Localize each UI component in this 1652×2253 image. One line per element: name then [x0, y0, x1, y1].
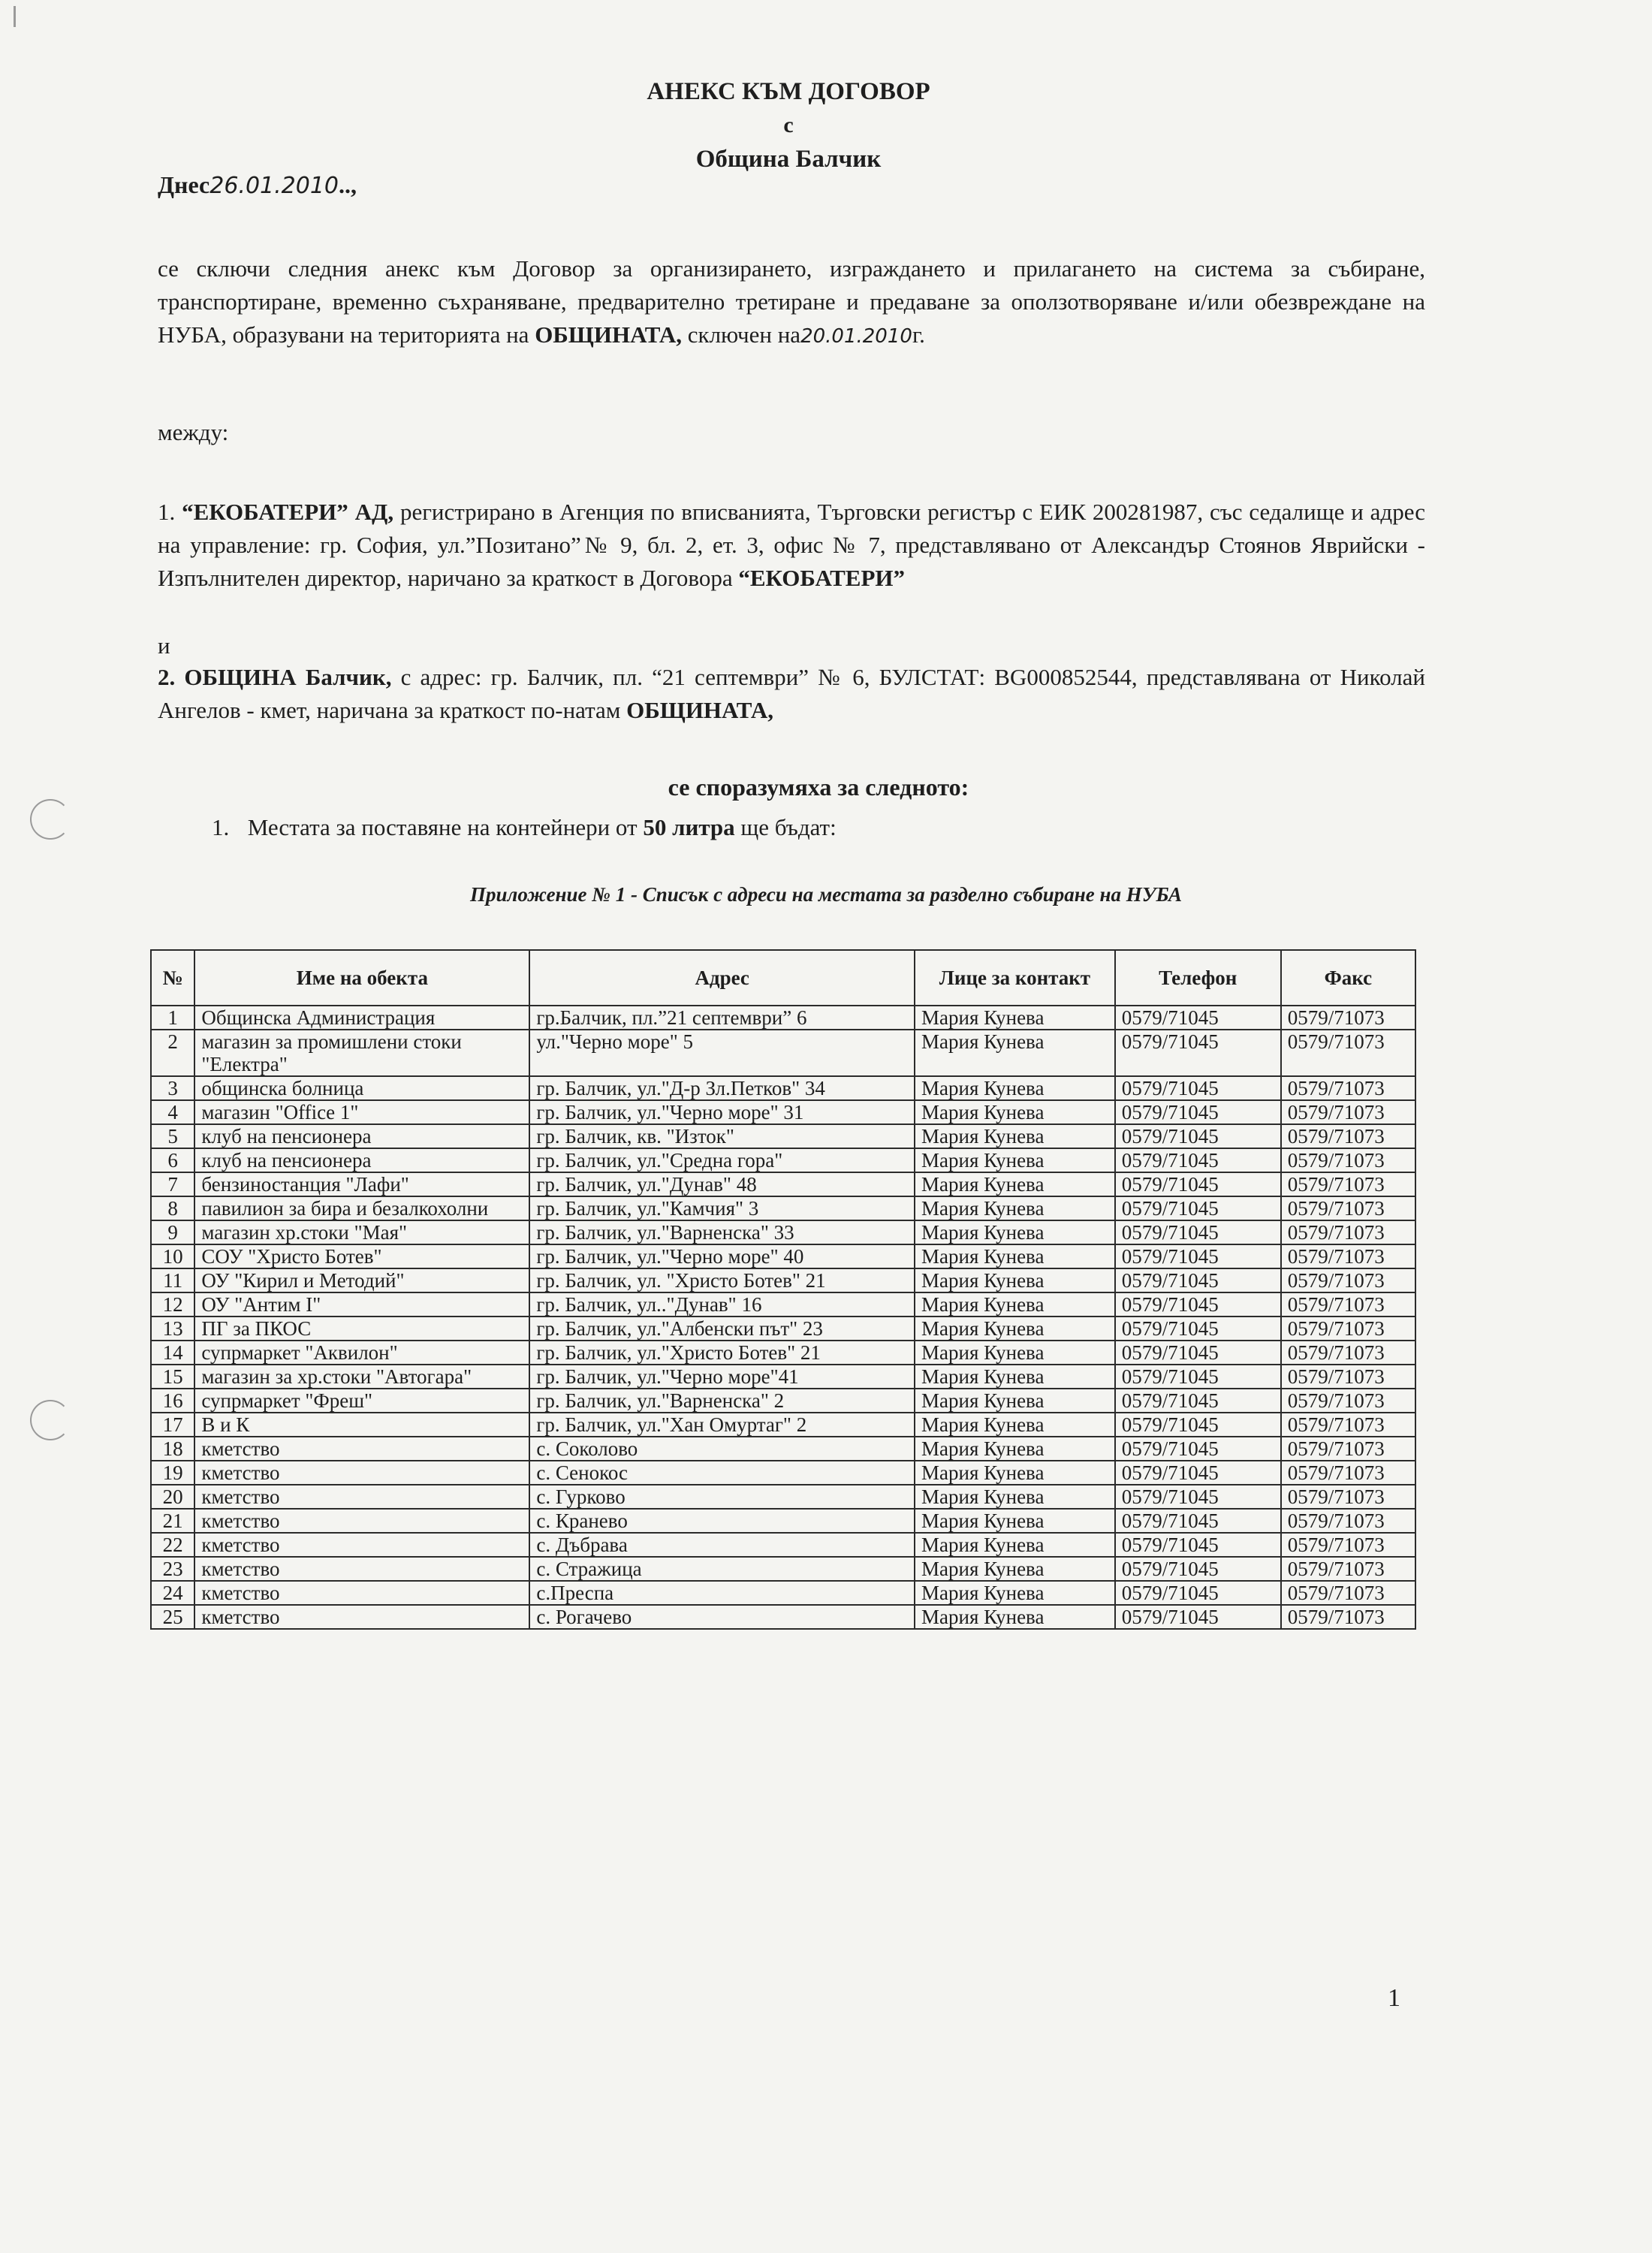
- contact-person-cell: Мария Кунева: [915, 1196, 1115, 1220]
- contact-person-cell: Мария Кунева: [915, 1172, 1115, 1196]
- row-number-cell: 12: [151, 1292, 194, 1317]
- and-label: и: [158, 632, 170, 659]
- phone-cell: 0579/71045: [1115, 1533, 1281, 1557]
- phone-cell: 0579/71045: [1115, 1605, 1281, 1629]
- party-1-paragraph: [158, 496, 1425, 595]
- table-row: [151, 1413, 1415, 1437]
- contact-person-cell: Мария Кунева: [915, 1365, 1115, 1389]
- phone-cell: 0579/71045: [1115, 1413, 1281, 1437]
- table-row: [151, 1220, 1415, 1244]
- contact-person-cell: Мария Кунева: [915, 1317, 1115, 1341]
- table-row: [151, 1076, 1415, 1100]
- item-1: [212, 814, 837, 841]
- contact-person-cell: Мария Кунева: [915, 1437, 1115, 1461]
- table-row: [151, 1268, 1415, 1292]
- contact-person-cell: Мария Кунева: [915, 1413, 1115, 1437]
- contact-person-cell: Мария Кунева: [915, 1006, 1115, 1030]
- table-row: [151, 1605, 1415, 1629]
- object-address-cell: с. Гурково: [529, 1485, 915, 1509]
- page-number: 1: [1388, 1984, 1400, 2012]
- object-address-cell: гр. Балчик, ул."Черно море" 31: [529, 1100, 915, 1124]
- object-address-cell: гр. Балчик, ул."Д-р Зл.Петков" 34: [529, 1076, 915, 1100]
- object-address-cell: гр. Балчик, ул."Варненска" 2: [529, 1389, 915, 1413]
- object-address-cell: гр. Балчик, ул."Черно море" 40: [529, 1244, 915, 1268]
- table-row: [151, 1148, 1415, 1172]
- table-row: [151, 1365, 1415, 1389]
- row-number-cell: 14: [151, 1341, 194, 1365]
- row-number-cell: 24: [151, 1581, 194, 1605]
- appendix-title: Приложение № 1 - Списък с адреси на местата за разделно събиране на НУБА: [470, 883, 1182, 906]
- fax-cell: 0579/71073: [1281, 1605, 1415, 1629]
- contact-person-cell: Мария Кунева: [915, 1509, 1115, 1533]
- table-row: [151, 1557, 1415, 1581]
- fax-cell: 0579/71073: [1281, 1172, 1415, 1196]
- table-body: [151, 1006, 1415, 1629]
- contact-person-cell: Мария Кунева: [915, 1581, 1115, 1605]
- object-name-cell: супрмаркет "Фреш": [194, 1389, 529, 1413]
- phone-cell: 0579/71045: [1115, 1509, 1281, 1533]
- fax-cell: 0579/71073: [1281, 1100, 1415, 1124]
- object-address-cell: гр. Балчик, ул."Христо Ботев" 21: [529, 1341, 915, 1365]
- object-address-cell: гр. Балчик, ул."Дунав" 48: [529, 1172, 915, 1196]
- row-number-cell: 3: [151, 1076, 194, 1100]
- item-1-text: Местата за поставяне на контейнери от: [247, 814, 638, 840]
- fax-cell: 0579/71073: [1281, 1437, 1415, 1461]
- phone-cell: 0579/71045: [1115, 1148, 1281, 1172]
- column-header-address: Адрес: [529, 950, 915, 1006]
- row-number-cell: 6: [151, 1148, 194, 1172]
- row-number-cell: 7: [151, 1172, 194, 1196]
- table-row: [151, 1389, 1415, 1413]
- party-2-paragraph: [158, 661, 1425, 727]
- phone-cell: 0579/71045: [1115, 1030, 1281, 1076]
- table-row: [151, 1196, 1415, 1220]
- object-address-cell: гр. Балчик, ул."Средна гора": [529, 1148, 915, 1172]
- object-name-cell: павилион за бира и безалкохолни: [194, 1196, 529, 1220]
- row-number-cell: 23: [151, 1557, 194, 1581]
- object-address-cell: гр. Балчик, ул."Варненска" 33: [529, 1220, 915, 1244]
- object-address-cell: с. Стражица: [529, 1557, 915, 1581]
- object-name-cell: кметство: [194, 1533, 529, 1557]
- phone-cell: 0579/71045: [1115, 1100, 1281, 1124]
- phone-cell: 0579/71045: [1115, 1581, 1281, 1605]
- phone-cell: 0579/71045: [1115, 1268, 1281, 1292]
- phone-cell: 0579/71045: [1115, 1172, 1281, 1196]
- column-header-fax: Факс: [1281, 950, 1415, 1006]
- fax-cell: 0579/71073: [1281, 1196, 1415, 1220]
- phone-cell: 0579/71045: [1115, 1244, 1281, 1268]
- contact-person-cell: Мария Кунева: [915, 1244, 1115, 1268]
- contact-person-cell: Мария Кунева: [915, 1389, 1115, 1413]
- date-label: Днес: [158, 171, 210, 198]
- phone-cell: 0579/71045: [1115, 1196, 1281, 1220]
- party-2-number: 2.: [158, 664, 176, 690]
- intro-suffix: г.: [912, 321, 925, 348]
- contact-person-cell: Мария Кунева: [915, 1557, 1115, 1581]
- row-number-cell: 13: [151, 1317, 194, 1341]
- row-number-cell: 10: [151, 1244, 194, 1268]
- object-name-cell: бензиностанция "Лафи": [194, 1172, 529, 1196]
- row-number-cell: 16: [151, 1389, 194, 1413]
- fax-cell: 0579/71073: [1281, 1317, 1415, 1341]
- object-address-cell: гр. Балчик, кв. "Изток": [529, 1124, 915, 1148]
- intro-handwritten-date: 20.01.2010: [800, 325, 912, 348]
- object-address-cell: гр. Балчик, ул."Черно море"41: [529, 1365, 915, 1389]
- fax-cell: 0579/71073: [1281, 1292, 1415, 1317]
- table-row: [151, 1341, 1415, 1365]
- fax-cell: 0579/71073: [1281, 1533, 1415, 1557]
- agreement-heading: се споразумяха за следното:: [668, 774, 969, 801]
- object-address-cell: гр. Балчик, ул."Хан Омуртаг" 2: [529, 1413, 915, 1437]
- object-name-cell: кметство: [194, 1581, 529, 1605]
- fax-cell: 0579/71073: [1281, 1268, 1415, 1292]
- punch-hole-bottom: [30, 1400, 71, 1440]
- table-row: [151, 1509, 1415, 1533]
- party-2-name: ОБЩИНА Балчик,: [184, 664, 392, 690]
- column-header-contact: Лице за контакт: [915, 950, 1115, 1006]
- table-row: [151, 1030, 1415, 1076]
- object-name-cell: магазин за хр.стоки "Автогара": [194, 1365, 529, 1389]
- fax-cell: 0579/71073: [1281, 1076, 1415, 1100]
- party-1-number: 1.: [158, 499, 176, 525]
- object-name-cell: кметство: [194, 1557, 529, 1581]
- contact-person-cell: Мария Кунева: [915, 1220, 1115, 1244]
- object-name-cell: магазин "Office 1": [194, 1100, 529, 1124]
- object-address-cell: ул."Черно море" 5: [529, 1030, 915, 1076]
- phone-cell: 0579/71045: [1115, 1317, 1281, 1341]
- object-address-cell: с. Рогачево: [529, 1605, 915, 1629]
- intro-text: се сключи следния анекс към Договор за организирането, изграждането и прилагането на система за събиране, транспортиране, временно съхраняване, предварително третиране и предаване за оползотворяване и/или обезвреждане на НУБА, образувани на територията на: [158, 255, 1425, 348]
- row-number-cell: 4: [151, 1100, 194, 1124]
- intro-municipality: ОБЩИНАТА,: [535, 321, 682, 348]
- contact-person-cell: Мария Кунева: [915, 1148, 1115, 1172]
- fax-cell: 0579/71073: [1281, 1389, 1415, 1413]
- object-name-cell: ПГ за ПКОС: [194, 1317, 529, 1341]
- contact-person-cell: Мария Кунева: [915, 1341, 1115, 1365]
- between-label: между:: [158, 419, 229, 445]
- fax-cell: 0579/71073: [1281, 1341, 1415, 1365]
- table-row: [151, 1292, 1415, 1317]
- table-row: [151, 1124, 1415, 1148]
- object-address-cell: гр. Балчик, ул.."Дунав" 16: [529, 1292, 915, 1317]
- object-name-cell: ОУ "Антим I": [194, 1292, 529, 1317]
- fax-cell: 0579/71073: [1281, 1006, 1415, 1030]
- table-row: [151, 1461, 1415, 1485]
- row-number-cell: 18: [151, 1437, 194, 1461]
- row-number-cell: 11: [151, 1268, 194, 1292]
- column-header-name: Име на обекта: [194, 950, 529, 1006]
- object-name-cell: кметство: [194, 1437, 529, 1461]
- party-2-short-name: ОБЩИНАТА,: [626, 697, 773, 723]
- intro-concluded-label: сключен на: [687, 321, 801, 348]
- table-row: [151, 1533, 1415, 1557]
- locations-table: [150, 949, 1416, 1630]
- object-name-cell: кметство: [194, 1509, 529, 1533]
- fax-cell: 0579/71073: [1281, 1581, 1415, 1605]
- intro-paragraph: [158, 252, 1425, 353]
- fax-cell: 0579/71073: [1281, 1124, 1415, 1148]
- table-row: [151, 1581, 1415, 1605]
- document-title: АНЕКС КЪМ ДОГОВОР: [647, 78, 930, 105]
- contact-person-cell: Мария Кунева: [915, 1100, 1115, 1124]
- party-1-short-name: “ЕКОБАТЕРИ”: [738, 565, 906, 591]
- handwritten-date: 26.01.2010: [210, 173, 339, 199]
- contact-person-cell: Мария Кунева: [915, 1292, 1115, 1317]
- fax-cell: 0579/71073: [1281, 1557, 1415, 1581]
- object-address-cell: с. Сенокос: [529, 1461, 915, 1485]
- date-line: [158, 171, 357, 199]
- object-name-cell: Общинска Администрация: [194, 1006, 529, 1030]
- fax-cell: 0579/71073: [1281, 1244, 1415, 1268]
- object-address-cell: гр. Балчик, ул."Камчия" 3: [529, 1196, 915, 1220]
- phone-cell: 0579/71045: [1115, 1557, 1281, 1581]
- object-name-cell: ОУ "Кирил и Методий": [194, 1268, 529, 1292]
- fax-cell: 0579/71073: [1281, 1461, 1415, 1485]
- row-number-cell: 15: [151, 1365, 194, 1389]
- table-header-row: [151, 950, 1415, 1006]
- phone-cell: 0579/71045: [1115, 1365, 1281, 1389]
- fax-cell: 0579/71073: [1281, 1365, 1415, 1389]
- object-address-cell: с.Преспа: [529, 1581, 915, 1605]
- object-address-cell: гр. Балчик, ул. "Христо Ботев" 21: [529, 1268, 915, 1292]
- fax-cell: 0579/71073: [1281, 1485, 1415, 1509]
- fax-cell: 0579/71073: [1281, 1030, 1415, 1076]
- phone-cell: 0579/71045: [1115, 1389, 1281, 1413]
- contact-person-cell: Мария Кунева: [915, 1533, 1115, 1557]
- fax-cell: 0579/71073: [1281, 1509, 1415, 1533]
- item-1-number: 1.: [212, 814, 230, 840]
- object-name-cell: клуб на пенсионера: [194, 1124, 529, 1148]
- scan-mark: [14, 6, 16, 27]
- table-row: [151, 1006, 1415, 1030]
- row-number-cell: 17: [151, 1413, 194, 1437]
- column-header-phone: Телефон: [1115, 950, 1281, 1006]
- phone-cell: 0579/71045: [1115, 1485, 1281, 1509]
- object-name-cell: кметство: [194, 1605, 529, 1629]
- object-name-cell: общинска болница: [194, 1076, 529, 1100]
- item-1-volume: 50 литра: [643, 814, 735, 840]
- phone-cell: 0579/71045: [1115, 1341, 1281, 1365]
- table-row: [151, 1437, 1415, 1461]
- row-number-cell: 20: [151, 1485, 194, 1509]
- object-address-cell: с. Соколово: [529, 1437, 915, 1461]
- party-1-text: регистрирано в Агенция по вписванията, Търговски регистър с ЕИК 200281987, със седалище и адрес на управление: гр. София, ул.”Позитано”№ 9, бл. 2, ет. 3, офис № 7, представлявано от Александър Стоянов Яврийски - Изпълнителен директор, наричано за краткост в Договора: [158, 499, 1425, 591]
- table-row: [151, 1100, 1415, 1124]
- phone-cell: 0579/71045: [1115, 1220, 1281, 1244]
- fax-cell: 0579/71073: [1281, 1413, 1415, 1437]
- fax-cell: 0579/71073: [1281, 1220, 1415, 1244]
- object-address-cell: с. Дъбрава: [529, 1533, 915, 1557]
- row-number-cell: 5: [151, 1124, 194, 1148]
- item-1-text-end: ще бъдат:: [740, 814, 837, 840]
- object-name-cell: В и К: [194, 1413, 529, 1437]
- party-2-text: с адрес: гр. Балчик, пл. “21 септември” № 6, БУЛСТАТ: BG000852544, представлявана от Николай Ангелов - кмет, наричана за краткост по-натам: [158, 664, 1425, 723]
- phone-cell: 0579/71045: [1115, 1292, 1281, 1317]
- phone-cell: 0579/71045: [1115, 1461, 1281, 1485]
- object-address-cell: с. Кранево: [529, 1509, 915, 1533]
- party-1-name: “ЕКОБАТЕРИ” АД,: [182, 499, 394, 525]
- contact-person-cell: Мария Кунева: [915, 1030, 1115, 1076]
- row-number-cell: 19: [151, 1461, 194, 1485]
- row-number-cell: 1: [151, 1006, 194, 1030]
- row-number-cell: 25: [151, 1605, 194, 1629]
- contact-person-cell: Мария Кунева: [915, 1124, 1115, 1148]
- row-number-cell: 9: [151, 1220, 194, 1244]
- document-title-conjunction: с: [783, 113, 794, 137]
- punch-hole-top: [30, 799, 71, 840]
- table-row: [151, 1317, 1415, 1341]
- document-title-municipality: Община Балчик: [695, 146, 882, 173]
- table-row: [151, 1172, 1415, 1196]
- phone-cell: 0579/71045: [1115, 1076, 1281, 1100]
- object-name-cell: клуб на пенсионера: [194, 1148, 529, 1172]
- table-row: [151, 1244, 1415, 1268]
- contact-person-cell: Мария Кунева: [915, 1076, 1115, 1100]
- column-header-number: №: [151, 950, 194, 1006]
- row-number-cell: 2: [151, 1030, 194, 1076]
- phone-cell: 0579/71045: [1115, 1124, 1281, 1148]
- object-name-cell: кметство: [194, 1485, 529, 1509]
- fax-cell: 0579/71073: [1281, 1148, 1415, 1172]
- row-number-cell: 8: [151, 1196, 194, 1220]
- contact-person-cell: Мария Кунева: [915, 1485, 1115, 1509]
- object-name-cell: магазин хр.стоки "Мая": [194, 1220, 529, 1244]
- object-name-cell: супрмаркет "Аквилон": [194, 1341, 529, 1365]
- phone-cell: 0579/71045: [1115, 1006, 1281, 1030]
- contact-person-cell: Мария Кунева: [915, 1268, 1115, 1292]
- contact-person-cell: Мария Кунева: [915, 1461, 1115, 1485]
- object-name-cell: СОУ "Христо Ботев": [194, 1244, 529, 1268]
- row-number-cell: 21: [151, 1509, 194, 1533]
- date-suffix: ..,: [339, 171, 357, 198]
- phone-cell: 0579/71045: [1115, 1437, 1281, 1461]
- object-name-cell: магазин за промишлени стоки "Електра": [194, 1030, 529, 1076]
- object-address-cell: гр. Балчик, ул."Албенски път" 23: [529, 1317, 915, 1341]
- object-address-cell: гр.Балчик, пл.”21 септември” 6: [529, 1006, 915, 1030]
- object-name-cell: кметство: [194, 1461, 529, 1485]
- table-row: [151, 1485, 1415, 1509]
- contact-person-cell: Мария Кунева: [915, 1605, 1115, 1629]
- row-number-cell: 22: [151, 1533, 194, 1557]
